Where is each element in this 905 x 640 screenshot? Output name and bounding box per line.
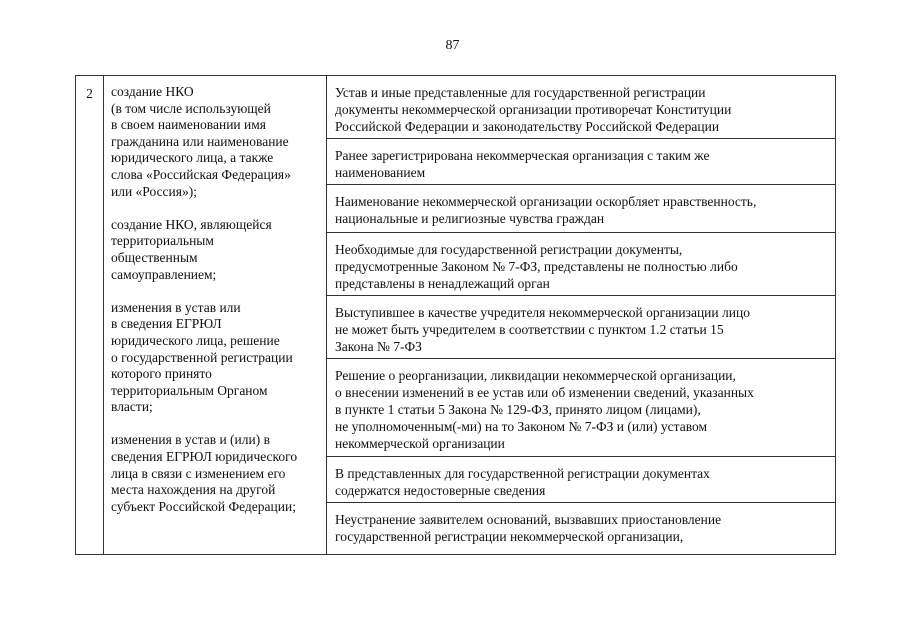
reason-cell-3: Наименование некоммерческой организации оскорбляет нравственность, национальные и религиозные чувства граждан [327, 185, 835, 233]
row-number-cell: 2 [76, 76, 104, 554]
subject-paragraph-nko-creation: создание НКО (в том числе использующей в своем наименовании имя гражданина или наименование юридического лица, а также слова «Российская Федерация» или «Россия»); [111, 84, 291, 199]
page-number: 87 [445, 38, 460, 53]
reason-cell-6: Решение о реорганизации, ликвидации некоммерческой организации, о внесении изменений в ее устав или об изменении сведений, указанных в пункте 1 статьи 5 Закона № 129-ФЗ, принято лицом (лицами), не уполномоченным(-ми) на то Законом № 7-ФЗ и (или) уставом некоммерческой организации [327, 359, 835, 457]
subject-paragraph-charter-changes: изменения в устав или в сведения ЕГРЮЛ юридического лица, решение о государственной регистрации которого принято территориальным Органом власти; [111, 299, 293, 415]
subject-paragraph-tos-creation: создание НКО, являющейся территориальным общественным самоуправлением; [111, 216, 272, 282]
grounds-table [75, 75, 836, 555]
reason-cell-1: Устав и иные представленные для государственной регистрации документы некоммерческой организации противоречат Конституции Российской Федерации и законодательству Российской Федерации [327, 76, 835, 139]
subject-cell [104, 76, 327, 554]
reason-cell-7: В представленных для государственной регистрации документах содержатся недостоверные сведения [327, 457, 835, 503]
reason-cell-8: Неустранение заявителем оснований, вызвавших приостановление государственной регистрации некоммерческой организации, [335, 512, 722, 544]
reason-cell-2: Ранее зарегистрирована некоммерческая организация с таким же наименованием [327, 139, 835, 185]
subject-paragraph-location-changes: изменения в устав и (или) в сведения ЕГРЮЛ юридического лица в связи с изменением его места нахождения на другой субъект Российской Федерации; [111, 432, 298, 514]
reason-cell-4: Необходимые для государственной регистрации документы, предусмотренные Законом № 7-ФЗ, представлены не полностью либо представлены в ненадлежащий орган [327, 233, 835, 296]
refusal-grounds-column [327, 76, 835, 554]
reason-cell-5: Выступившее в качестве учредителя некоммерческой организации лицо не может быть учредителем в соответствии с пунктом 1.2 статьи 15 Закона № 7-ФЗ [327, 296, 835, 359]
